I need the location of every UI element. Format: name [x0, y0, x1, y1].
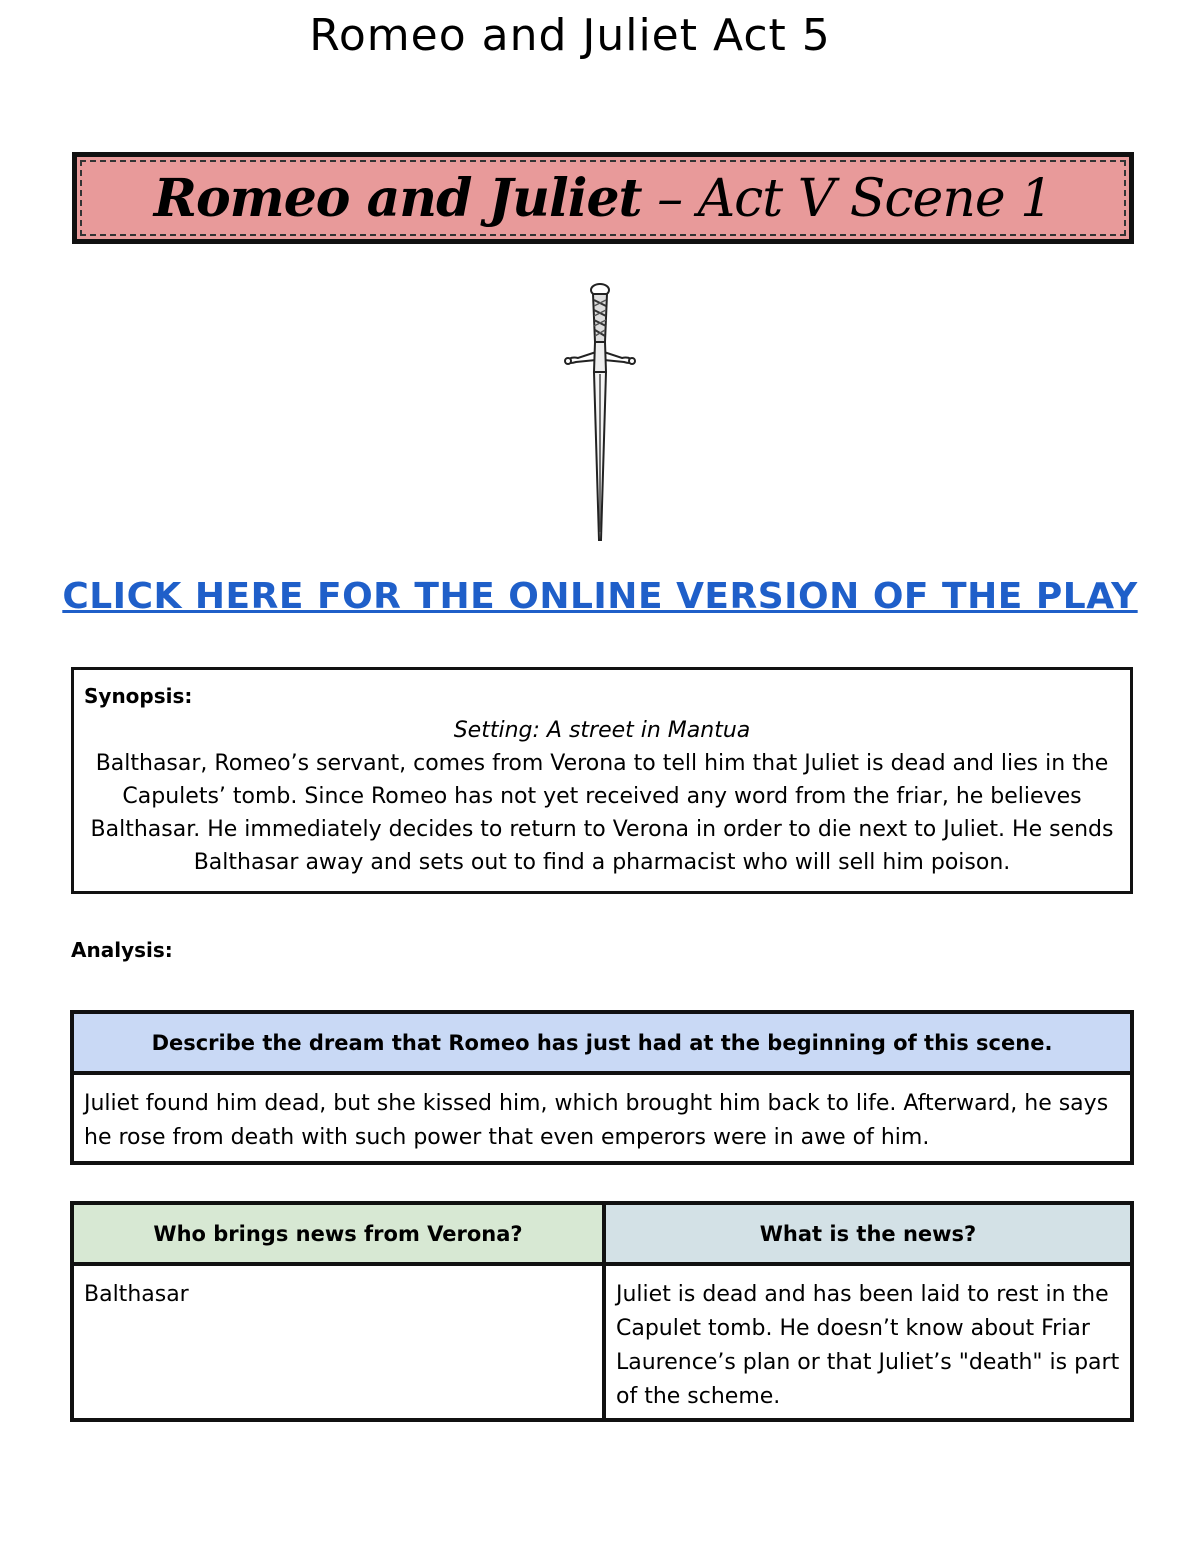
analysis-label: Analysis: — [71, 938, 173, 962]
dream-question-header: Describe the dream that Romeo has just had at the beginning of this scene. — [74, 1014, 1130, 1075]
messenger-column — [74, 1205, 606, 1418]
document-title: Romeo and Juliet Act 5 — [309, 10, 831, 61]
dream-question-table — [70, 1010, 1134, 1165]
banner-title-bold: Romeo and Juliet — [153, 167, 642, 229]
dagger-icon — [560, 282, 640, 544]
banner-title-rest: – Act V Scene 1 — [641, 168, 1053, 229]
messenger-answer: Balthasar — [84, 1282, 189, 1307]
online-version-link[interactable]: CLICK HERE FOR THE ONLINE VERSION OF THE PLAY — [62, 576, 1138, 617]
news-question-table — [70, 1201, 1134, 1422]
synopsis-setting: Setting: A street in Mantua — [453, 718, 751, 743]
news-answer: Juliet is dead and has been laid to rest in the Capulet tomb. He doesn’t know about Friar Laurence’s plan or that Juliet’s "death" is part of the scheme. — [616, 1282, 1120, 1409]
news-question-header: What is the news? — [606, 1205, 1130, 1266]
synopsis-box — [71, 667, 1133, 894]
synopsis-body: Balthasar, Romeo’s servant, comes from Verona to tell him that Juliet is dead and lies in the Capulets’ tomb. Since Romeo has not yet received any word from the friar, he believes Balthasar. He immediately decides to return to Verona in order to die next to Juliet. He sends Balthasar away and sets out to find a pharmacist who will sell him poison. — [90, 751, 1114, 875]
news-column — [606, 1205, 1130, 1418]
dream-answer: Juliet found him dead, but she kissed him, which brought him back to life. Afterward, he says he rose from death with such power that even emperors were in awe of him. — [84, 1091, 1109, 1150]
synopsis-label: Synopsis: — [84, 684, 193, 708]
scene-banner-title — [154, 168, 1052, 229]
scene-banner — [72, 152, 1134, 244]
messenger-question-header: Who brings news from Verona? — [74, 1205, 602, 1266]
